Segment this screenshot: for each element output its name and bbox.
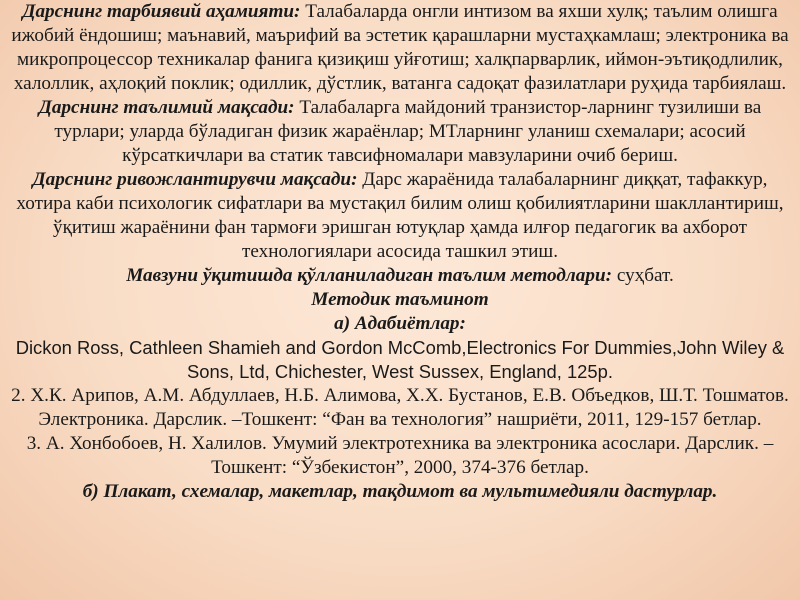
teaching-methods-text: суҳбат. [612,265,674,286]
reference-item: 3. А. Хонбобоев, Н. Халилов. Умумий электротехника ва электроника асослари. Дарслик. –Тошкент: “Ўзбекистон”, 2000, 374-376 бетлар. [26,433,774,478]
developmental-goal-paragraph [8,168,792,264]
educational-goal-paragraph [8,0,792,96]
teaching-goal-text: Талабаларга майдоний транзистор-ларнинг тузилиши ва турлари; уларда бўладиган физик жараёнлар; МТларнинг уланиш схемалари; асосий кўрсаткичлари ва статик тавсифномалари мавзуларини очиб бериш. [54,97,762,166]
reference-item: Dickon Ross, Cathleen Shamieh and Gordon McComb,Electronics For Dummies,John Wiley & Sons, Ltd, Chichester, West Sussex, England, 125p. [15,337,785,382]
methodical-support-heading: Методик таъминот [311,289,489,310]
literature-heading: а) Адабиётлар: [334,313,466,334]
developmental-goal-heading: Дарснинг ривожлантирувчи мақсади: [32,169,358,190]
teaching-methods-paragraph [8,264,792,288]
teaching-goal-paragraph [8,96,792,168]
educational-goal-heading: Дарснинг тарбиявий аҳамияти: [22,1,301,22]
posters-heading: б) Плакат, схемалар, макетлар, тақдимот ва мультимедияли дастурлар. [82,481,718,502]
developmental-goal-text: Дарс жараёнида талабаларнинг диққат, тафаккур, хотира каби психологик сифатлари ва мустақил билим олиш қобилиятларини шакллантириш, ўқитиш жараёнини фан тармоғи эришган ютуқлар ҳамда илғор педагогик ва ахборот технологиялари асосида ташкил этиш. [16,169,784,262]
reference-item: 2. Х.К. Арипов, А.М. Абдуллаев, Н.Б. Алимова, Х.Х. Бустанов, Е.В. Объедков, Ш.Т. Тошматов. Электроника. Дарслик. –Тошкент: “Фан ва технология” нашриёти, 2011, 129-157 бетлар. [11,385,789,430]
teaching-goal-heading: Дарснинг таълимий мақсади: [38,97,295,118]
teaching-methods-heading: Мавзуни ўқитишда қўлланиладиган таълим методлари: [126,265,613,286]
educational-goal-text: Талабаларда онгли интизом ва яхши хулқ; таълим олишга ижобий ёндошиш; маънавий, маърифий ва эстетик қарашларни мустаҳкамлаш; электроника ва микропроцессор техникалар фанига қизиқиш уйғотиш; халқпарварлик, иймон-эътиқодлилик, халоллик, аҳлоқий поклик; одиллик, дўстлик, ватанга садоқат фазилатлари руҳида тарбиялаш. [11,1,789,94]
